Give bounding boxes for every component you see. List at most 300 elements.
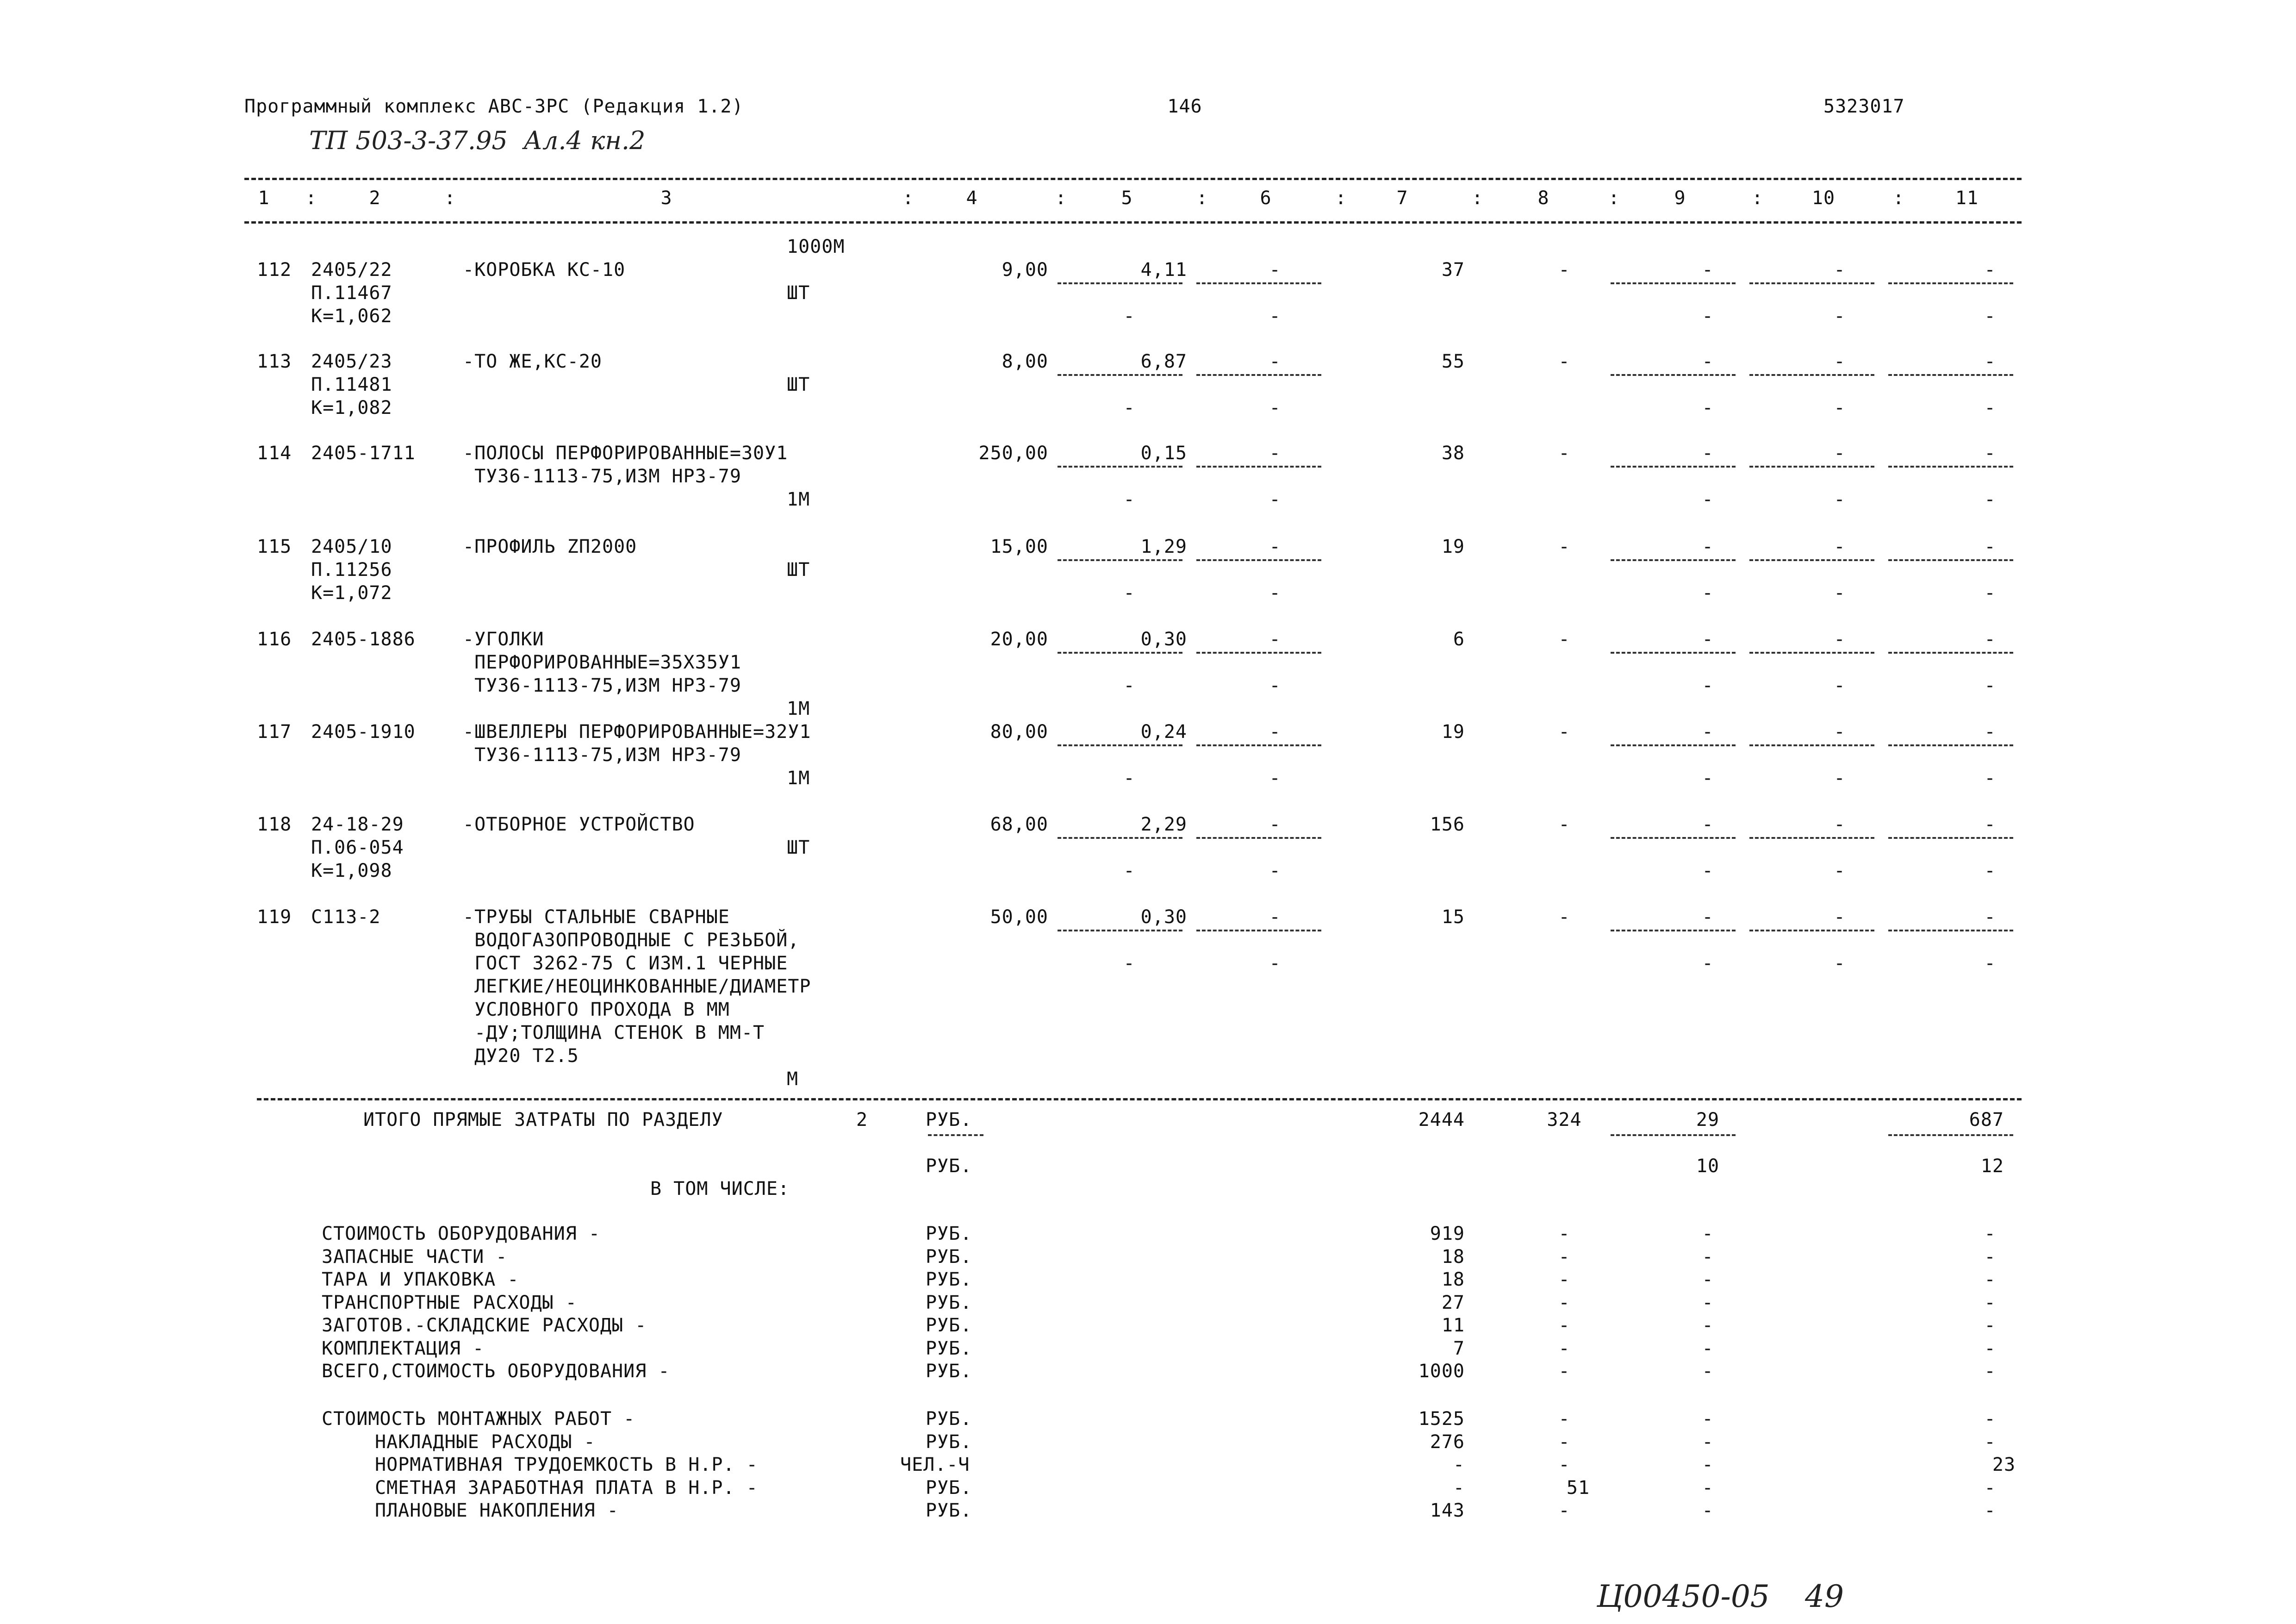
row-quantity: 15,00 [990,536,1048,557]
sub-rule [1888,374,2013,376]
row-code: П.06-054 [311,837,404,858]
row-sub-col6: - [1269,675,1281,696]
row-col11: - [1984,443,1996,464]
works-line-label: ПЛАНОВЫЕ НАКОПЛЕНИЯ - [375,1500,619,1521]
row-col7: 6 [1453,629,1465,650]
row-col5: 0,15 [1140,443,1187,464]
equipment-line-col9: - [1702,1337,1714,1359]
equipment-line-col8: - [1558,1269,1570,1290]
row-sub-col9: - [1702,489,1714,510]
row-col6: - [1269,536,1281,557]
sub-rule [1196,930,1321,931]
row-col9: - [1702,814,1714,835]
equipment-line-col11: - [1984,1246,1996,1268]
row-quantity: 20,00 [990,629,1048,650]
equipment-line-col8: - [1558,1361,1570,1382]
row-code: К=1,072 [311,582,392,604]
row-sub-col9: - [1702,768,1714,789]
sub-rule [1058,837,1182,839]
row-sub-col5: - [1123,306,1135,327]
row-col6: - [1269,351,1281,372]
works-line-col9: - [1702,1431,1714,1453]
works-line-col8: - [1558,1454,1570,1475]
row-unit: 1М [787,489,810,510]
row-sub-col5: - [1123,953,1135,974]
column-separator: : [1752,187,1764,209]
works-line-col9: - [1702,1408,1714,1430]
works-line-col11: 23 [1992,1454,2016,1475]
works-line-col7: - [1453,1477,1465,1499]
row-col11: - [1984,721,1996,743]
row-sub-col9: - [1702,860,1714,881]
sub-rule [1058,744,1182,746]
row-code: П.11481 [311,374,392,395]
row-sub-col11: - [1984,306,1996,327]
equipment-line-col8: - [1558,1223,1570,1244]
row-sub-col6: - [1269,306,1281,327]
program-title: Программный комплекс АВС-3РС (Редакция 1.2) [244,96,744,117]
row-sub-col5: - [1123,860,1135,881]
row-sub-col10: - [1834,306,1846,327]
row-number: 116 [257,629,292,650]
sub-rule [1058,559,1182,561]
row-sub-col6: - [1269,582,1281,604]
sub-rule [1749,559,1874,561]
row-description: -ПРОФИЛЬ ZП2000 [463,536,637,557]
equipment-line-col7: 18 [1441,1246,1465,1268]
row-sub-col11: - [1984,489,1996,510]
row-sub-col10: - [1834,489,1846,510]
sub-rule [1888,466,2013,468]
row-col10: - [1834,721,1846,743]
row-code: С113-2 [311,906,381,928]
sub-rule [1196,282,1321,284]
sub-rule [1888,559,2013,561]
row-sub-col9: - [1702,582,1714,604]
sub-rule [1611,374,1736,376]
equipment-line-unit: РУБ. [926,1269,972,1290]
row-sub-col10: - [1834,953,1846,974]
row-sub-col6: - [1269,953,1281,974]
works-line-col11: - [1984,1477,1996,1499]
row-sub-col10: - [1834,675,1846,696]
equipment-line-col9: - [1702,1315,1714,1336]
column-header-2: 2 [369,187,381,209]
row-col8: - [1558,536,1570,557]
row-col11: - [1984,536,1996,557]
row-description: ВОДОГАЗОПРОВОДНЫЕ С РЕЗЬБОЙ, [463,930,800,951]
row-quantity: 68,00 [990,814,1048,835]
row-description: ПЕРФОРИРОВАННЫЕ=35Х35У1 [463,652,741,673]
row-col7: 37 [1441,259,1465,281]
row-col8: - [1558,443,1570,464]
column-header-11: 11 [1955,187,1979,209]
row-code: П.11467 [311,282,392,304]
equipment-line-label: ВСЕГО,СТОИМОСТЬ ОБОРУДОВАНИЯ - [322,1361,670,1382]
document-code: 5323017 [1823,96,1905,117]
row-col10: - [1834,259,1846,281]
row-sub-col10: - [1834,582,1846,604]
row-col9: - [1702,351,1714,372]
row-col6: - [1269,721,1281,743]
works-line-col11: - [1984,1408,1996,1430]
row-col5: 6,87 [1140,351,1187,372]
equipment-line-col9: - [1702,1223,1714,1244]
sub-rule [1749,652,1874,654]
row-col8: - [1558,629,1570,650]
page-number: 146 [1167,96,1202,117]
works-line-col7: 276 [1430,1431,1465,1453]
sub-rule [1196,744,1321,746]
row-quantity: 80,00 [990,721,1048,743]
row-col10: - [1834,536,1846,557]
works-line-col7: 143 [1430,1500,1465,1521]
row-col6: - [1269,814,1281,835]
column-header-7: 7 [1396,187,1408,209]
row-sub-col9: - [1702,397,1714,418]
row-sub-col10: - [1834,397,1846,418]
row-code: К=1,082 [311,397,392,418]
row-quantity: 50,00 [990,906,1048,928]
row-sub-col6: - [1269,397,1281,418]
sub-rule [1058,282,1182,284]
row-code: 2405/10 [311,536,392,557]
column-separator: : [1893,187,1905,209]
row-number: 112 [257,259,292,281]
row-col6: - [1269,629,1281,650]
column-header-6: 6 [1260,187,1272,209]
total-unit-second: РУБ. [926,1156,972,1177]
row-sub-col11: - [1984,397,1996,418]
sub-rule [1611,282,1736,284]
total-unit: РУБ. [926,1109,972,1131]
sub-rule [1888,282,2013,284]
equipment-line-col7: 11 [1441,1315,1465,1336]
row-description: ЛЕГКИЕ/НЕОЦИНКОВАННЫЕ/ДИАМЕТР [463,976,811,997]
sheet-number: 49 [1805,1579,1844,1614]
row-unit: ШТ [787,559,810,581]
sub-rule [1749,837,1874,839]
total-section-number: 2 [856,1109,868,1131]
equipment-line-label: ЗАПАСНЫЕ ЧАСТИ - [322,1246,508,1268]
row-description: ТУ36-1113-75,ИЗМ НРЗ-79 [463,744,741,766]
sub-rule [1611,744,1736,746]
works-line-col7: - [1453,1454,1465,1475]
row-col10: - [1834,351,1846,372]
column-header-10: 10 [1811,187,1836,209]
equipment-line-col11: - [1984,1361,1996,1382]
row-col5: 4,11 [1140,259,1187,281]
row-code: К=1,062 [311,306,392,327]
row-sub-col11: - [1984,860,1996,881]
row-col5: 2,29 [1140,814,1187,835]
row-number: 117 [257,721,292,743]
total-sub-rule [1888,1134,2013,1136]
row-col11: - [1984,259,1996,281]
row-sub-col9: - [1702,953,1714,974]
column-separator: : [1055,187,1067,209]
row-unit: 1М [787,698,810,719]
sub-rule [1611,652,1736,654]
total-col7: 2444 [1418,1109,1465,1131]
row-col7: 15 [1441,906,1465,928]
sub-rule [1749,282,1874,284]
sub-rule [1196,374,1321,376]
row-code: П.11256 [311,559,392,581]
row-col11: - [1984,814,1996,835]
column-separator: : [1335,187,1347,209]
row-col9: - [1702,721,1714,743]
row-col10: - [1834,906,1846,928]
equipment-line-col11: - [1984,1337,1996,1359]
works-line-unit: РУБ. [926,1408,972,1430]
row-sub-col5: - [1123,397,1135,418]
equipment-line-col8: - [1558,1337,1570,1359]
row-description: ТУ36-1113-75,ИЗМ НРЗ-79 [463,675,741,696]
row-quantity: 8,00 [1002,351,1048,372]
equipment-line-col11: - [1984,1315,1996,1336]
row-sub-col10: - [1834,768,1846,789]
equipment-line-unit: РУБ. [926,1315,972,1336]
row-description: -ТРУБЫ СТАЛЬНЫЕ СВАРНЫЕ [463,906,730,928]
works-line-label: СТОИМОСТЬ МОНТАЖНЫХ РАБОТ - [322,1408,635,1430]
totals-rule [257,1098,2022,1100]
row-sub-col6: - [1269,860,1281,881]
row-number: 113 [257,351,292,372]
sub-rule [1196,837,1321,839]
column-separator: : [444,187,456,209]
equipment-line-col11: - [1984,1269,1996,1290]
row-quantity: 9,00 [1002,259,1048,281]
archive-stamp: Ц00450-05 [1597,1579,1770,1614]
row-sub-col5: - [1123,768,1135,789]
row-sub-col9: - [1702,675,1714,696]
equipment-line-unit: РУБ. [926,1292,972,1313]
sub-rule [1611,837,1736,839]
works-line-unit: ЧЕЛ.-Ч [900,1454,970,1475]
row-col10: - [1834,814,1846,835]
works-line-col11: - [1984,1500,1996,1521]
column-header-5: 5 [1121,187,1133,209]
equipment-line-col8: - [1558,1246,1570,1268]
row-col10: - [1834,443,1846,464]
row-col9: - [1702,259,1714,281]
row-unit: М [787,1068,799,1090]
equipment-line-col9: - [1702,1361,1714,1382]
row-col8: - [1558,721,1570,743]
row-col7: 38 [1441,443,1465,464]
total-col8: 324 [1547,1109,1582,1131]
sub-rule [1888,930,2013,931]
handwritten-reference: ТП 503-3-37.95 Ал.4 кн.2 [309,126,646,155]
column-header-8: 8 [1537,187,1549,209]
row-col10: - [1834,629,1846,650]
equipment-line-col11: - [1984,1292,1996,1313]
total-sub-rule [928,1134,983,1136]
row-col7: 55 [1441,351,1465,372]
row-number: 115 [257,536,292,557]
equipment-line-col7: 7 [1453,1337,1465,1359]
row-col8: - [1558,351,1570,372]
total-col11: 687 [1969,1109,2004,1131]
row-sub-col6: - [1269,768,1281,789]
row-code: 2405/22 [311,259,392,281]
sub-rule [1749,374,1874,376]
sub-rule [1611,466,1736,468]
row-description: ДУ20 Т2.5 [463,1045,579,1067]
works-line-col8: - [1558,1408,1570,1430]
row-description: ТУ36-1113-75,ИЗМ НРЗ-79 [463,466,741,487]
header-rule [244,221,2022,224]
sub-rule [1888,837,2013,839]
row-col8: - [1558,814,1570,835]
equipment-line-col8: - [1558,1292,1570,1313]
equipment-line-label: СТОИМОСТЬ ОБОРУДОВАНИЯ - [322,1223,600,1244]
row-col5: 0,24 [1140,721,1187,743]
row-sub-col10: - [1834,860,1846,881]
row-number: 114 [257,443,292,464]
row-col11: - [1984,351,1996,372]
sub-rule [1196,652,1321,654]
row-sub-col11: - [1984,675,1996,696]
sub-rule [1058,466,1182,468]
row-number: 118 [257,814,292,835]
row-code: К=1,098 [311,860,392,881]
works-line-label: СМЕТНАЯ ЗАРАБОТНАЯ ПЛАТА В Н.Р. - [375,1477,758,1499]
carry-unit: 1000М [787,236,845,257]
row-sub-col5: - [1123,675,1135,696]
sub-rule [1058,374,1182,376]
total-sub-col11: 12 [1980,1156,2004,1177]
sub-rule [1196,559,1321,561]
row-quantity: 250,00 [978,443,1048,464]
row-unit: ШТ [787,837,810,858]
row-col11: - [1984,629,1996,650]
row-unit: ШТ [787,282,810,304]
row-description: -ТО ЖЕ,КС-20 [463,351,602,372]
equipment-line-label: ТАРА И УПАКОВКА - [322,1269,519,1290]
equipment-line-unit: РУБ. [926,1223,972,1244]
works-line-col9: - [1702,1477,1714,1499]
works-line-col8: 51 [1566,1477,1590,1499]
works-line-label: НАКЛАДНЫЕ РАСХОДЫ - [375,1431,596,1453]
sub-rule [1611,930,1736,931]
column-header-4: 4 [966,187,978,209]
row-col5: 0,30 [1140,906,1187,928]
row-description: -ОТБОРНОЕ УСТРОЙСТВО [463,814,695,835]
equipment-line-col7: 18 [1441,1269,1465,1290]
row-description: -ДУ;ТОЛЩИНА СТЕНОК В ММ-Т [463,1022,765,1043]
top-rule [244,178,2022,180]
including-label: В ТОМ ЧИСЛЕ: [650,1178,790,1199]
column-separator: : [1472,187,1484,209]
equipment-line-col9: - [1702,1246,1714,1268]
total-col9: 29 [1696,1109,1720,1131]
row-col9: - [1702,906,1714,928]
column-separator: : [305,187,317,209]
row-col9: - [1702,629,1714,650]
row-col7: 19 [1441,536,1465,557]
row-description: -КОРОБКА КС-10 [463,259,626,281]
sub-rule [1058,930,1182,931]
row-unit: ШТ [787,374,810,395]
sub-rule [1749,466,1874,468]
sub-rule [1611,559,1736,561]
row-unit: 1М [787,768,810,789]
sub-rule [1058,652,1182,654]
equipment-line-unit: РУБ. [926,1246,972,1268]
row-col8: - [1558,259,1570,281]
column-header-9: 9 [1674,187,1686,209]
row-col6: - [1269,259,1281,281]
row-col9: - [1702,536,1714,557]
row-sub-col9: - [1702,306,1714,327]
row-col6: - [1269,906,1281,928]
works-line-col9: - [1702,1500,1714,1521]
works-line-unit: РУБ. [926,1500,972,1521]
column-separator: : [902,187,915,209]
row-number: 119 [257,906,292,928]
column-header-1: 1 [258,187,270,209]
row-col7: 156 [1430,814,1465,835]
row-col8: - [1558,906,1570,928]
row-sub-col5: - [1123,489,1135,510]
equipment-line-col7: 27 [1441,1292,1465,1313]
works-line-unit: РУБ. [926,1477,972,1499]
equipment-line-label: ТРАНСПОРТНЫЕ РАСХОДЫ - [322,1292,577,1313]
column-header-3: 3 [660,187,672,209]
works-line-col8: - [1558,1500,1570,1521]
equipment-line-col9: - [1702,1292,1714,1313]
row-sub-col11: - [1984,953,1996,974]
column-separator: : [1608,187,1620,209]
sub-rule [1888,652,2013,654]
equipment-line-label: ЗАГОТОВ.-СКЛАДСКИЕ РАСХОДЫ - [322,1315,647,1336]
row-col7: 19 [1441,721,1465,743]
total-label: ИТОГО ПРЯМЫЕ ЗАТРАТЫ ПО РАЗДЕЛУ [363,1109,723,1131]
works-line-unit: РУБ. [926,1431,972,1453]
equipment-line-col8: - [1558,1315,1570,1336]
row-description: УСЛОВНОГО ПРОХОДА В ММ [463,999,730,1020]
equipment-line-unit: РУБ. [926,1361,972,1382]
equipment-line-col7: 1000 [1418,1361,1465,1382]
column-separator: : [1196,187,1208,209]
row-description: -ПОЛОСЫ ПЕРФОРИРОВАННЫЕ=30У1 [463,443,788,464]
total-sub-col9: 10 [1696,1156,1720,1177]
row-code: 2405-1910 [311,721,416,743]
row-description: -УГОЛКИ [463,629,544,650]
sub-rule [1888,744,2013,746]
sub-rule [1749,930,1874,931]
row-sub-col11: - [1984,768,1996,789]
row-sub-col5: - [1123,582,1135,604]
works-line-col9: - [1702,1454,1714,1475]
works-line-col7: 1525 [1418,1408,1465,1430]
works-line-col8: - [1558,1431,1570,1453]
total-sub-rule [1611,1134,1736,1136]
row-code: 24-18-29 [311,814,404,835]
equipment-line-unit: РУБ. [926,1337,972,1359]
row-description: ГОСТ 3262-75 С ИЗМ.1 ЧЕРНЫЕ [463,953,788,974]
row-sub-col11: - [1984,582,1996,604]
row-sub-col6: - [1269,489,1281,510]
equipment-line-col7: 919 [1430,1223,1465,1244]
works-line-label: НОРМАТИВНАЯ ТРУДОЕМКОСТЬ В Н.Р. - [375,1454,758,1475]
sub-rule [1749,744,1874,746]
row-col5: 0,30 [1140,629,1187,650]
works-line-col11: - [1984,1431,1996,1453]
row-code: 2405-1711 [311,443,416,464]
